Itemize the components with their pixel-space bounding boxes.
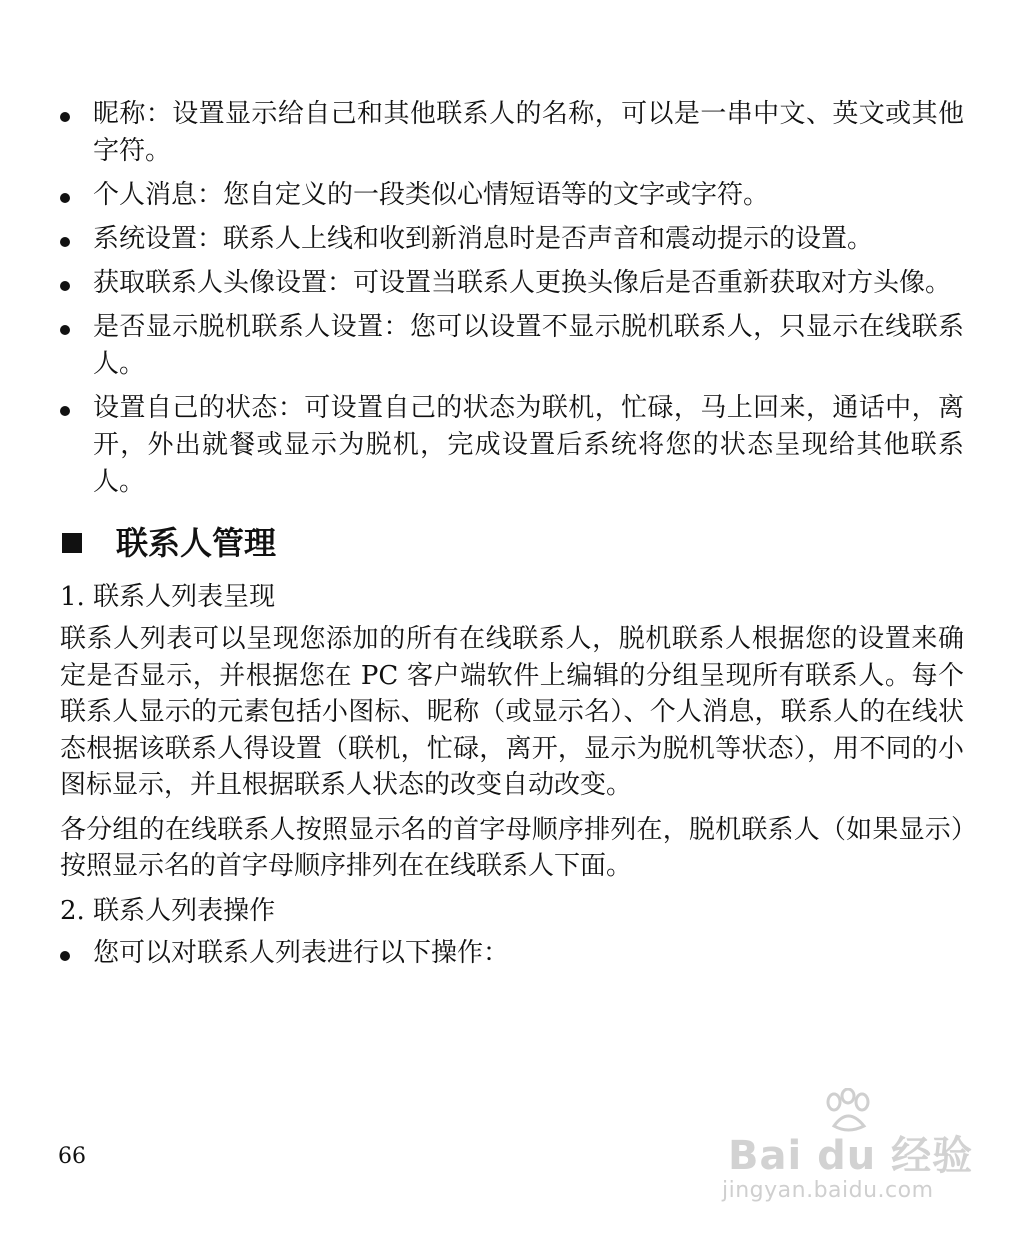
bullet-item [60,265,964,302]
section-title: 联系人管理 [116,524,277,562]
operations-bullet-list [60,935,964,972]
settings-bullet-list [60,96,964,501]
bullet-dot-icon [60,406,70,416]
baidu-watermark [722,1088,978,1218]
bullet-text: 获取联系人头像设置：可设置当联系人更换头像后是否重新获取对方头像。 [93,268,952,298]
bullet-text: 个人消息：您自定义的一段类似心情短语等的文字或字符。 [93,180,770,210]
bullet-item [60,96,964,170]
bullet-dot-icon [60,951,70,961]
document-page [60,96,964,979]
bullet-dot-icon [60,237,70,247]
bullet-item [60,221,964,258]
bullet-dot-icon [60,325,70,335]
watermark-logo-text: Bai du 经验 [728,1133,974,1179]
subheading-contact-list-display: 1. 联系人列表呈现 [60,582,276,612]
paragraph: 各分组的在线联系人按照显示名的首字母顺序排列在，脱机联系人（如果显示）按照显示名的首字母顺序排列在在线联系人下面。 [60,814,964,881]
bullet-dot-icon [60,193,70,203]
bullet-dot-icon [60,281,70,291]
bullet-text: 设置自己的状态：可设置自己的状态为联机，忙碌，马上回来，通话中，离开，外出就餐或显示为脱机，完成设置后系统将您的状态呈现给其他联系人。 [93,393,964,497]
bullet-dot-icon [60,112,70,122]
bullet-item [60,309,964,383]
subheading-contact-list-operations: 2. 联系人列表操作 [60,895,276,926]
watermark-url: jingyan.baidu.com [722,1178,934,1203]
bullet-item [60,177,964,214]
bullet-item [60,935,964,972]
paragraph: 联系人列表可以呈现您添加的所有在线联系人，脱机联系人根据您的设置来确定是否显示，并根据您在 PC 客户端软件上编辑的分组呈现所有联系人。每个联系人显示的元素包括小图标、昵称（或显示名）、个人消息，联系人的在线状态根据该联系人得设置（联机，忙碌，离开，显示为脱机等状态），用不同的小图标显示，并且根据联系人状态的改变自动改变。 [60,624,964,800]
bullet-text: 您可以对联系人列表进行以下操作： [93,937,510,968]
bullet-text: 系统设置：联系人上线和收到新消息时是否声音和震动提示的设置。 [93,224,874,254]
section-heading [60,521,964,565]
bullet-text: 昵称：设置显示给自己和其他联系人的名称，可以是一串中文、英文或其他字符。 [93,99,964,166]
bullet-text: 是否显示脱机联系人设置：您可以设置不显示脱机联系人，只显示在线联系人。 [93,312,964,379]
page-number: 66 [58,1144,86,1169]
square-bullet-icon [62,533,82,553]
bullet-item [60,390,964,501]
